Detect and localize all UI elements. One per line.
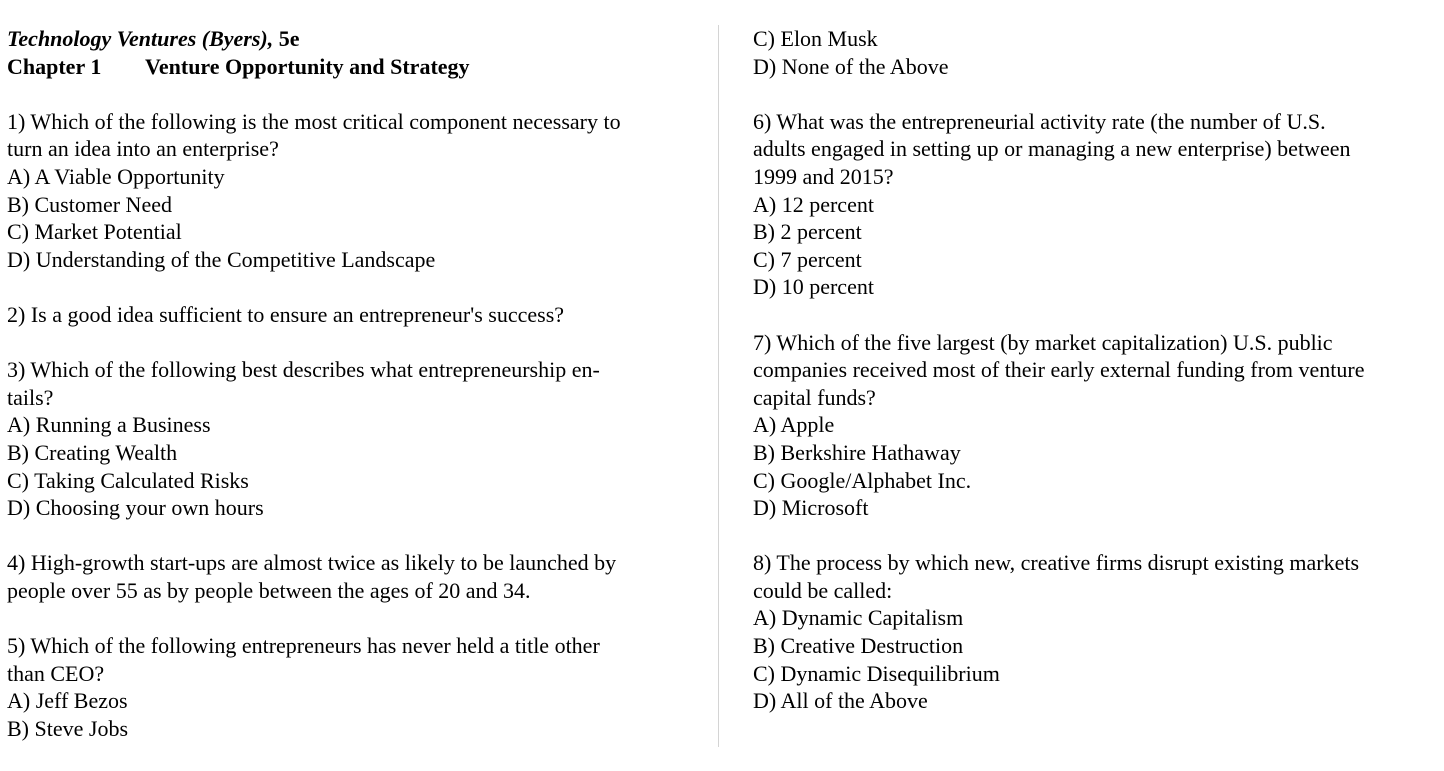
question-6 [753, 108, 1437, 301]
question-text: 6) What was the entrepreneurial activity rate (the number of U.S. [753, 108, 1326, 134]
question-text: 3) Which of the following best describes what entrepreneurship en- [7, 357, 600, 383]
answer-option: D) None of the Above [753, 53, 949, 79]
answer-option: D) Microsoft [753, 495, 869, 521]
question-1 [7, 108, 697, 274]
question-text: capital funds? [753, 384, 876, 410]
answer-option: B) Creative Destruction [753, 633, 964, 659]
question-2 [7, 301, 697, 329]
answer-option: C) Dynamic Disequilibrium [753, 660, 1000, 686]
question-5-continued [753, 25, 1437, 80]
question-text: companies received most of their early external funding from venture [753, 357, 1365, 383]
question-8 [753, 549, 1437, 715]
answer-option: A) Jeff Bezos [7, 688, 128, 714]
question-text: 1999 and 2015? [753, 163, 894, 189]
question-text: could be called: [753, 577, 893, 603]
question-4 [7, 549, 697, 604]
answer-option: A) Running a Business [7, 412, 211, 438]
question-text: turn an idea into an enterprise? [7, 136, 279, 162]
question-text: than CEO? [7, 660, 105, 686]
question-text: 1) Which of the following is the most critical component necessary to [7, 108, 621, 134]
question-text: adults engaged in setting up or managing a new enterprise) between [753, 136, 1351, 162]
chapter-heading [7, 53, 697, 81]
book-title: Technology Ventures (Byers), [7, 26, 274, 51]
answer-option: B) 2 percent [753, 219, 862, 245]
answer-option: A) Dynamic Capitalism [753, 605, 964, 631]
answer-option: C) Market Potential [7, 219, 182, 245]
question-3 [7, 356, 697, 522]
chapter-title: Venture Opportunity and Strategy [145, 53, 470, 79]
answer-option: B) Berkshire Hathaway [753, 439, 961, 465]
question-text: tails? [7, 384, 54, 410]
right-column [753, 25, 1437, 715]
answer-option: B) Customer Need [7, 191, 172, 217]
question-text: 8) The process by which new, creative firms disrupt existing markets [753, 550, 1360, 576]
answer-option: C) Google/Alphabet Inc. [753, 467, 972, 493]
answer-option: A) Apple [753, 412, 835, 438]
answer-option: A) 12 percent [753, 191, 874, 217]
answer-option: A) A Viable Opportunity [7, 163, 225, 189]
question-text: people over 55 as by people between the ages of 20 and 34. [7, 577, 531, 603]
left-column [7, 25, 697, 742]
answer-option: C) Elon Musk [753, 26, 878, 51]
question-text: 2) Is a good idea sufficient to ensure an entrepreneur's success? [7, 301, 565, 327]
answer-option: D) Understanding of the Competitive Landscape [7, 246, 436, 272]
question-text: 4) High-growth start-ups are almost twice as likely to be launched by [7, 550, 617, 576]
question-text: 5) Which of the following entrepreneurs has never held a title other [7, 633, 600, 659]
answer-option: D) 10 percent [753, 274, 874, 300]
answer-option: C) Taking Calculated Risks [7, 467, 249, 493]
column-divider [718, 25, 719, 747]
answer-option: B) Creating Wealth [7, 439, 178, 465]
answer-option: C) 7 percent [753, 246, 862, 272]
question-text: 7) Which of the five largest (by market capitalization) U.S. public [753, 329, 1333, 355]
answer-option: D) Choosing your own hours [7, 495, 264, 521]
chapter-number: Chapter 1 [7, 53, 102, 79]
answer-option: D) All of the Above [753, 688, 928, 714]
edition: 5e [273, 26, 300, 51]
answer-option: B) Steve Jobs [7, 715, 128, 741]
question-5 [7, 632, 697, 742]
book-header [7, 25, 697, 53]
question-7 [753, 329, 1437, 522]
